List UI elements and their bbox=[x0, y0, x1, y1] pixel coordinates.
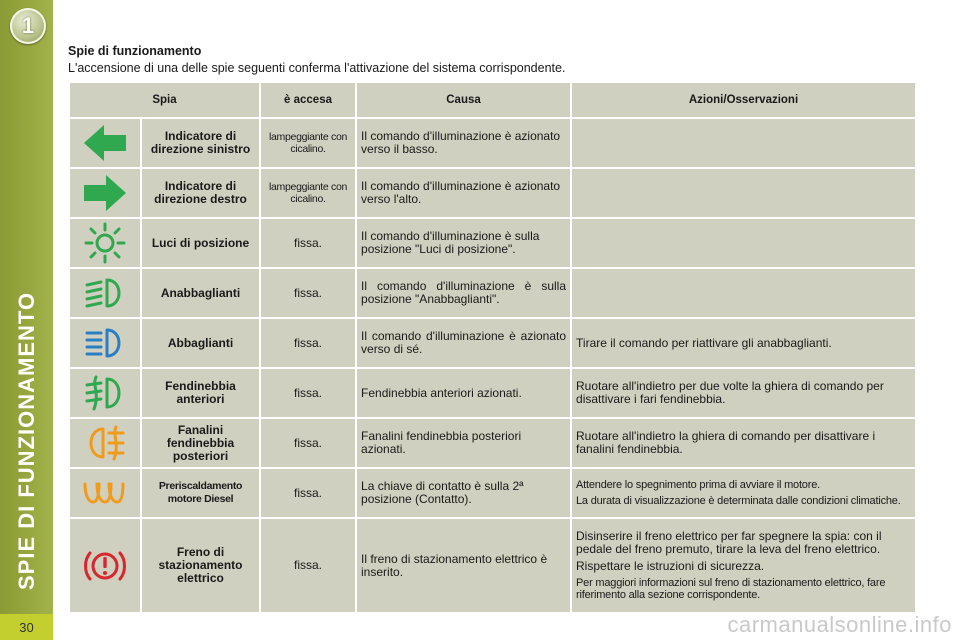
rear-fog-lights-icon bbox=[83, 425, 127, 461]
light-cause: La chiave di contatto è sulla 2ª posizione (Contatto). bbox=[356, 468, 571, 518]
turn-right-arrow-icon bbox=[82, 173, 128, 213]
light-state: fissa. bbox=[260, 318, 356, 368]
chapter-badge bbox=[10, 8, 46, 44]
light-name: Fendinebbia anteriori bbox=[141, 368, 260, 418]
light-actions bbox=[571, 468, 916, 518]
icon-cell bbox=[69, 518, 141, 613]
icon-cell bbox=[69, 318, 141, 368]
icon-cell bbox=[69, 268, 141, 318]
section-heading: Spie di funzionamento bbox=[68, 44, 202, 58]
header-cause: Causa bbox=[356, 82, 571, 118]
table-row bbox=[69, 418, 916, 468]
light-actions bbox=[571, 268, 916, 318]
light-cause: Il comando d'illuminazione è sulla posizione "Anabbaglianti". bbox=[356, 268, 571, 318]
turn-left-arrow-icon bbox=[82, 123, 128, 163]
light-actions bbox=[571, 118, 916, 168]
section-intro: L'accensione di una delle spie seguenti conferma l'attivazione del sistema corrispondente. bbox=[68, 61, 566, 75]
light-name: Luci di posizione bbox=[141, 218, 260, 268]
light-cause: Il comando d'illuminazione è azionato verso l'alto. bbox=[356, 168, 571, 218]
light-name: Fanalini fendinebbia posteriori bbox=[141, 418, 260, 468]
low-beam-icon bbox=[83, 276, 127, 310]
position-lights-icon bbox=[84, 222, 126, 264]
glow-plug-icon bbox=[82, 478, 128, 508]
light-cause: Il comando d'illuminazione è sulla posizione "Luci di posizione". bbox=[356, 218, 571, 268]
icon-cell bbox=[69, 368, 141, 418]
header-spia: Spia bbox=[69, 82, 260, 118]
light-state: fissa. bbox=[260, 368, 356, 418]
light-actions bbox=[571, 168, 916, 218]
table-header-row bbox=[69, 82, 916, 118]
action-text: Tirare il comando per riattivare gli anabbaglianti. bbox=[576, 335, 832, 350]
high-beam-icon bbox=[83, 326, 127, 360]
light-actions bbox=[571, 218, 916, 268]
light-actions bbox=[571, 368, 916, 418]
icon-cell bbox=[69, 468, 141, 518]
action-text: Per maggiori informazioni sul freno di stazionamento elettrico, fare riferimento alla sezione corrispondente. bbox=[576, 577, 886, 601]
table-row bbox=[69, 168, 916, 218]
light-name: Freno di stazionamento elettrico bbox=[141, 518, 260, 613]
light-state: fissa. bbox=[260, 468, 356, 518]
table-row bbox=[69, 518, 916, 613]
chapter-title: SPIE DI FUNZIONAMENTO bbox=[14, 291, 39, 590]
light-state: fissa. bbox=[260, 418, 356, 468]
light-cause: Il comando d'illuminazione è azionato verso di sé. bbox=[356, 318, 571, 368]
watermark: carmanualsonline.info bbox=[727, 612, 952, 637]
light-cause: Fendinebbia anteriori azionati. bbox=[356, 368, 571, 418]
light-state: fissa. bbox=[260, 268, 356, 318]
table-row bbox=[69, 318, 916, 368]
parking-brake-icon bbox=[83, 546, 127, 586]
icon-cell bbox=[69, 218, 141, 268]
light-state: fissa. bbox=[260, 518, 356, 613]
action-text: La durata di visualizzazione è determinata dalle condizioni climatiche. bbox=[576, 495, 901, 507]
chapter-number: 1 bbox=[21, 13, 35, 38]
light-cause: Fanalini fendinebbia posteriori azionati. bbox=[356, 418, 571, 468]
light-cause: Il freno di stazionamento elettrico è inserito. bbox=[356, 518, 571, 613]
icon-cell bbox=[69, 118, 141, 168]
table-row bbox=[69, 118, 916, 168]
icon-cell bbox=[69, 168, 141, 218]
table-row bbox=[69, 468, 916, 518]
chapter-sidebar bbox=[0, 0, 53, 640]
icon-cell bbox=[69, 418, 141, 468]
light-name: Preriscaldamento motore Diesel bbox=[141, 468, 260, 518]
warning-lights-table bbox=[68, 81, 917, 614]
header-state: è accesa bbox=[260, 82, 356, 118]
table-row bbox=[69, 218, 916, 268]
action-text: Ruotare all'indietro la ghiera di comando per disattivare i fanalini fendinebbia. bbox=[576, 429, 876, 456]
action-text: Disinserire il freno elettrico per far spegnere la spia: con il pedale del freno premuto, tirare la leva del freno elettrico. bbox=[576, 529, 882, 556]
light-actions bbox=[571, 518, 916, 613]
light-state: lampeggiante con cicalino. bbox=[260, 118, 356, 168]
light-state: fissa. bbox=[260, 218, 356, 268]
light-name: Indicatore di direzione sinistro bbox=[141, 118, 260, 168]
page-number: 30 bbox=[0, 614, 53, 640]
front-fog-lights-icon bbox=[83, 375, 127, 411]
light-name: Anabbaglianti bbox=[141, 268, 260, 318]
light-name: Abbaglianti bbox=[141, 318, 260, 368]
action-text: Attendere lo spegnimento prima di avviare il motore. bbox=[576, 479, 820, 491]
light-actions bbox=[571, 418, 916, 468]
header-actions: Azioni/Osservazioni bbox=[571, 82, 916, 118]
light-cause: Il comando d'illuminazione è azionato verso il basso. bbox=[356, 118, 571, 168]
table-row bbox=[69, 368, 916, 418]
table-row bbox=[69, 268, 916, 318]
action-text: Rispettare le istruzioni di sicurezza. bbox=[576, 559, 765, 573]
light-state: lampeggiante con cicalino. bbox=[260, 168, 356, 218]
light-actions bbox=[571, 318, 916, 368]
light-name: Indicatore di direzione destro bbox=[141, 168, 260, 218]
action-text: Ruotare all'indietro per due volte la ghiera di comando per disattivare i fari fendinebbia. bbox=[576, 379, 884, 406]
